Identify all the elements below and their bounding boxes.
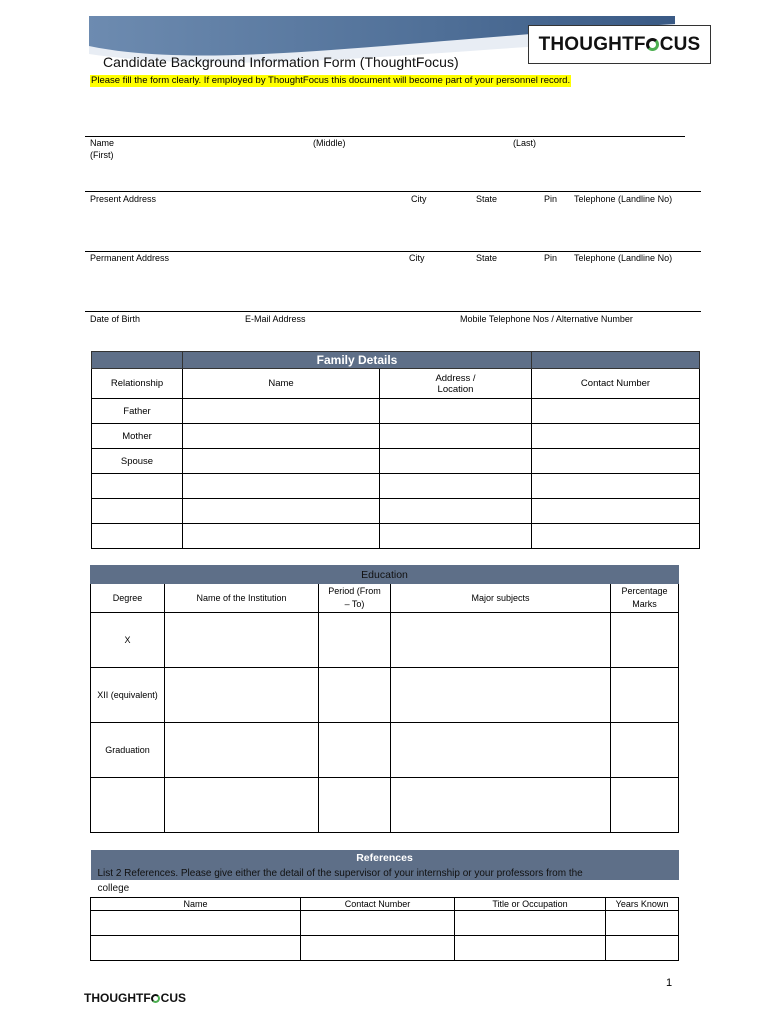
education-header-row — [91, 566, 679, 584]
instruction-text: Please fill the form clearly. If employed by ThoughtFocus this document will become part of your personnel record. — [91, 75, 571, 86]
thoughtfocus-logo: THOUGHTF CUS — [528, 25, 711, 64]
present-state-label: State — [476, 194, 498, 204]
mother-contact-cell[interactable] — [532, 424, 700, 449]
percentage-cell[interactable] — [611, 778, 679, 833]
period-cell[interactable] — [319, 723, 391, 778]
institution-cell[interactable] — [165, 778, 319, 833]
name-cell[interactable] — [183, 474, 380, 499]
relationship-spouse: Spouse — [92, 449, 183, 474]
degree-x: X — [91, 613, 165, 668]
page-number: 1 — [666, 977, 673, 989]
references-header-row — [91, 850, 679, 866]
mobile-label: Mobile Telephone Nos / Alternative Number — [460, 314, 633, 324]
period-cell[interactable] — [319, 778, 391, 833]
present-pin-label: Pin — [544, 194, 558, 204]
degree-graduation: Graduation — [91, 723, 165, 778]
percentage-cell[interactable] — [611, 723, 679, 778]
relationship-mother: Mother — [92, 424, 183, 449]
present-city-label: City — [411, 194, 427, 204]
present-address-label: Present Address — [90, 194, 157, 204]
degree-xii: XII (equivalent) — [91, 668, 165, 723]
spouse-name-cell[interactable] — [183, 449, 380, 474]
subjects-cell[interactable] — [391, 613, 611, 668]
table-row — [91, 935, 679, 960]
col-percentage: Percentage Marks — [611, 584, 679, 613]
ref-title-cell[interactable] — [455, 935, 606, 960]
permanent-pin-label: Pin — [544, 253, 558, 263]
table-row — [92, 449, 700, 474]
references-instruction-row — [91, 866, 679, 880]
education-columns-row — [91, 584, 679, 613]
address-cell[interactable] — [380, 499, 532, 524]
mother-address-cell[interactable] — [380, 424, 532, 449]
period-cell[interactable] — [319, 613, 391, 668]
first-label: (First) — [90, 150, 114, 160]
spouse-contact-cell[interactable] — [532, 449, 700, 474]
table-row — [92, 474, 700, 499]
table-row — [92, 424, 700, 449]
col-period: Period (From – To) — [319, 584, 391, 613]
subjects-cell[interactable] — [391, 723, 611, 778]
relationship-cell[interactable] — [92, 499, 183, 524]
spouse-address-cell[interactable] — [380, 449, 532, 474]
mother-name-cell[interactable] — [183, 424, 380, 449]
col-relationship: Relationship — [92, 369, 183, 399]
contact-cell[interactable] — [532, 474, 700, 499]
education-title: Education — [91, 566, 679, 584]
references-instruction-line2: college — [91, 880, 679, 897]
ref-years-cell[interactable] — [606, 910, 679, 935]
name-label: Name — [90, 138, 115, 148]
ref-name-cell[interactable] — [91, 910, 301, 935]
relationship-father: Father — [92, 399, 183, 424]
references-columns-row — [91, 897, 679, 910]
father-name-cell[interactable] — [183, 399, 380, 424]
period-cell[interactable] — [319, 668, 391, 723]
table-row — [91, 910, 679, 935]
education-table — [90, 565, 679, 833]
ref-years-cell[interactable] — [606, 935, 679, 960]
contact-cell[interactable] — [532, 499, 700, 524]
footer-logo: THOUGHTF CUS — [84, 991, 186, 1005]
last-label: (Last) — [513, 138, 537, 148]
present-telephone-label: Telephone (Landline No) — [574, 194, 673, 204]
contact-cell[interactable] — [532, 524, 700, 549]
permanent-address-label: Permanent Address — [90, 253, 170, 263]
address-cell[interactable] — [380, 474, 532, 499]
subjects-cell[interactable] — [391, 778, 611, 833]
relationship-cell[interactable] — [92, 524, 183, 549]
col-name: Name — [183, 369, 380, 399]
ref-name-cell[interactable] — [91, 935, 301, 960]
institution-cell[interactable] — [165, 668, 319, 723]
name-cell[interactable] — [183, 524, 380, 549]
present-address-line — [85, 191, 701, 192]
col-ref-title: Title or Occupation — [455, 897, 606, 910]
col-ref-contact: Contact Number — [301, 897, 455, 910]
permanent-telephone-label: Telephone (Landline No) — [574, 253, 673, 263]
table-row — [92, 499, 700, 524]
form-title: Candidate Background Information Form (ThoughtFocus) — [103, 54, 459, 70]
name-cell[interactable] — [183, 499, 380, 524]
ref-contact-cell[interactable] — [301, 935, 455, 960]
table-row — [91, 778, 679, 833]
ref-contact-cell[interactable] — [301, 910, 455, 935]
percentage-cell[interactable] — [611, 668, 679, 723]
father-contact-cell[interactable] — [532, 399, 700, 424]
col-contact: Contact Number — [532, 369, 700, 399]
email-label: E-Mail Address — [245, 314, 306, 324]
col-major-subjects: Major subjects — [391, 584, 611, 613]
table-row — [91, 723, 679, 778]
col-ref-name: Name — [91, 897, 301, 910]
references-instruction-line1: List 2 References. Please give either the detail of the supervisor of your internship or your professors from the — [91, 866, 679, 880]
logo-o-icon — [646, 38, 659, 51]
col-degree: Degree — [91, 584, 165, 613]
references-title: References — [91, 850, 679, 866]
col-ref-years: Years Known — [606, 897, 679, 910]
references-table — [90, 850, 679, 961]
family-columns-row — [92, 369, 700, 399]
middle-label: (Middle) — [313, 138, 346, 148]
dob-line — [85, 311, 701, 312]
family-details-table — [91, 351, 700, 549]
name-line — [85, 136, 685, 137]
address-cell[interactable] — [380, 524, 532, 549]
col-address: Address / Location — [380, 369, 532, 399]
ref-title-cell[interactable] — [455, 910, 606, 935]
footer-logo-o-icon — [151, 994, 160, 1003]
table-row — [92, 524, 700, 549]
table-row — [91, 613, 679, 668]
percentage-cell[interactable] — [611, 613, 679, 668]
family-title: Family Details — [183, 352, 532, 369]
family-header-row — [92, 352, 700, 369]
table-row — [91, 668, 679, 723]
degree-cell[interactable] — [91, 778, 165, 833]
institution-cell[interactable] — [165, 613, 319, 668]
table-row — [92, 399, 700, 424]
father-address-cell[interactable] — [380, 399, 532, 424]
col-institution: Name of the Institution — [165, 584, 319, 613]
permanent-address-line — [85, 251, 701, 252]
subjects-cell[interactable] — [391, 668, 611, 723]
relationship-cell[interactable] — [92, 474, 183, 499]
permanent-state-label: State — [476, 253, 498, 263]
permanent-city-label: City — [409, 253, 425, 263]
references-instruction-row2 — [91, 880, 679, 897]
dob-label: Date of Birth — [90, 314, 141, 324]
institution-cell[interactable] — [165, 723, 319, 778]
